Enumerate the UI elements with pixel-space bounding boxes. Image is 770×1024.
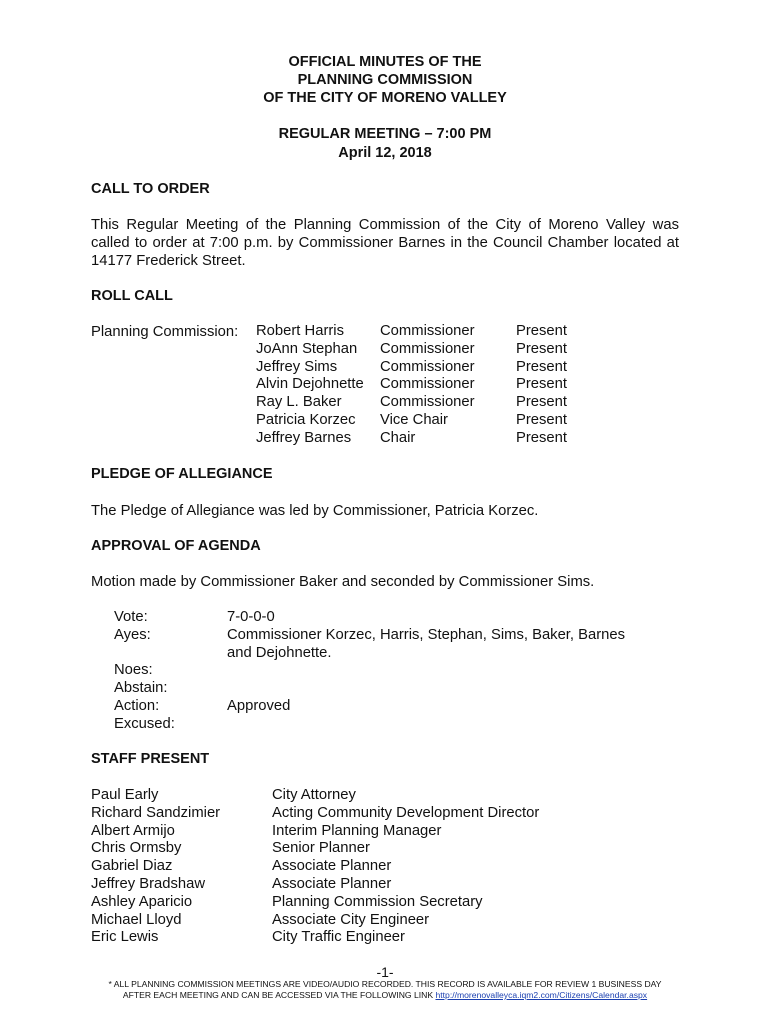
- staff-name: Gabriel Diaz: [91, 858, 173, 875]
- page-number: -1-: [376, 964, 394, 980]
- roll-call-name: Ray L. Baker: [256, 394, 342, 411]
- spacer: [114, 645, 175, 663]
- spacer: [227, 662, 625, 680]
- call-to-order-line-3: 14177 Frederick Street.: [91, 253, 246, 269]
- roll-call-status: Present: [516, 340, 567, 357]
- roll-call-label: Planning Commission:: [91, 324, 239, 340]
- footer-note-line-2: [0, 990, 770, 1001]
- staff-title: Interim Planning Manager: [272, 822, 442, 839]
- ayes-value-line-2: and Dejohnette.: [227, 644, 332, 661]
- roll-call-names: [256, 323, 364, 448]
- staff-titles: [272, 787, 539, 947]
- roll-call-title: Commissioner: [380, 394, 475, 411]
- roll-call-name: JoAnn Stephan: [256, 340, 358, 357]
- vote-labels: [114, 609, 175, 734]
- excused-label: Excused:: [114, 715, 175, 732]
- agenda-motion: Motion made by Commissioner Baker and seconded by Commissioner Sims.: [91, 574, 595, 590]
- roll-call-name: Jeffrey Barnes: [256, 429, 352, 446]
- calendar-link[interactable]: http://morenovalleyca.iqm2.com/Citizens/Calendar.aspx: [435, 990, 648, 1000]
- footer-note-line-1: * ALL PLANNING COMMISSION MEETINGS ARE VIDEO/AUDIO RECORDED. THIS RECORD IS AVAILABLE FOR REVIEW 1 BUSINESS DAY: [108, 979, 662, 989]
- roll-call-title: Commissioner: [380, 376, 475, 393]
- roll-call-name: Robert Harris: [256, 323, 344, 339]
- roll-call-statuses: [516, 323, 567, 448]
- action-value: Approved: [227, 697, 291, 714]
- call-to-order-heading: CALL TO ORDER: [91, 181, 210, 197]
- abstain-label: Abstain:: [114, 680, 168, 697]
- staff-title: Associate Planner: [272, 858, 392, 875]
- staff-name: Eric Lewis: [91, 929, 159, 946]
- roll-call-status: Present: [516, 376, 567, 393]
- staff-title: Associate Planner: [272, 875, 392, 892]
- staff-title: City Attorney: [272, 787, 356, 803]
- roll-call-name: Alvin Dejohnette: [256, 376, 364, 393]
- ayes-label: Ayes:: [114, 626, 151, 643]
- staff-name: Albert Armijo: [91, 822, 175, 839]
- roll-call-status: Present: [516, 358, 567, 375]
- staff-title: City Traffic Engineer: [272, 929, 405, 946]
- roll-call-status: Present: [516, 323, 567, 339]
- roll-call-status: Present: [516, 411, 567, 428]
- roll-call-title: Chair: [380, 429, 416, 446]
- staff-name: Ashley Aparicio: [91, 893, 193, 910]
- staff-name: Paul Early: [91, 787, 159, 803]
- staff-title: Acting Community Development Director: [272, 804, 540, 821]
- staff-name: Jeffrey Bradshaw: [91, 875, 206, 892]
- staff-title: Planning Commission Secretary: [272, 893, 483, 910]
- pledge-heading: PLEDGE OF ALLEGIANCE: [91, 466, 273, 482]
- roll-call-name: Patricia Korzec: [256, 411, 356, 428]
- roll-call-title: Commissioner: [380, 358, 475, 375]
- roll-call-title: Commissioner: [380, 323, 475, 339]
- agenda-heading: APPROVAL OF AGENDA: [91, 538, 261, 554]
- pledge-text: The Pledge of Allegiance was led by Commissioner, Patricia Korzec.: [91, 503, 539, 519]
- roll-call-title: Commissioner: [380, 340, 475, 357]
- staff-names: [91, 787, 220, 947]
- vote-value: 7-0-0-0: [227, 609, 275, 625]
- minutes-title-line-1: OFFICIAL MINUTES OF THE: [288, 54, 482, 70]
- staff-title: Associate City Engineer: [272, 911, 430, 928]
- vote-label: Vote:: [114, 609, 148, 625]
- call-to-order-line-2: called to order at 7:00 p.m. by Commissioner Barnes in the Council Chamber located at: [91, 235, 679, 251]
- roll-call-title: Vice Chair: [380, 411, 448, 428]
- action-label: Action:: [114, 697, 160, 714]
- meeting-date: April 12, 2018: [338, 145, 432, 161]
- vote-values: [227, 609, 625, 716]
- noes-label: Noes:: [114, 662, 153, 679]
- roll-call-titles: [380, 323, 475, 448]
- minutes-title-line-3: OF THE CITY OF MORENO VALLEY: [263, 90, 507, 106]
- roll-call-heading: ROLL CALL: [91, 288, 173, 304]
- roll-call-status: Present: [516, 429, 567, 446]
- staff-title: Senior Planner: [272, 840, 370, 857]
- staff-name: Richard Sandzimier: [91, 804, 221, 821]
- roll-call-status: Present: [516, 394, 567, 411]
- footer-note-text: AFTER EACH MEETING AND CAN BE ACCESSED VIA THE FOLLOWING LINK: [122, 990, 436, 1000]
- meeting-type: REGULAR MEETING – 7:00 PM: [278, 126, 492, 142]
- call-to-order-line-1: This Regular Meeting of the Planning Commission of the City of Moreno Valley was: [91, 217, 679, 233]
- roll-call-name: Jeffrey Sims: [256, 358, 338, 375]
- ayes-value-line-1: Commissioner Korzec, Harris, Stephan, Sims, Baker, Barnes: [227, 626, 626, 643]
- spacer: [227, 680, 625, 698]
- staff-name: Michael Lloyd: [91, 911, 182, 928]
- staff-name: Chris Ormsby: [91, 840, 182, 857]
- staff-heading: STAFF PRESENT: [91, 751, 210, 767]
- minutes-title-line-2: PLANNING COMMISSION: [297, 72, 473, 88]
